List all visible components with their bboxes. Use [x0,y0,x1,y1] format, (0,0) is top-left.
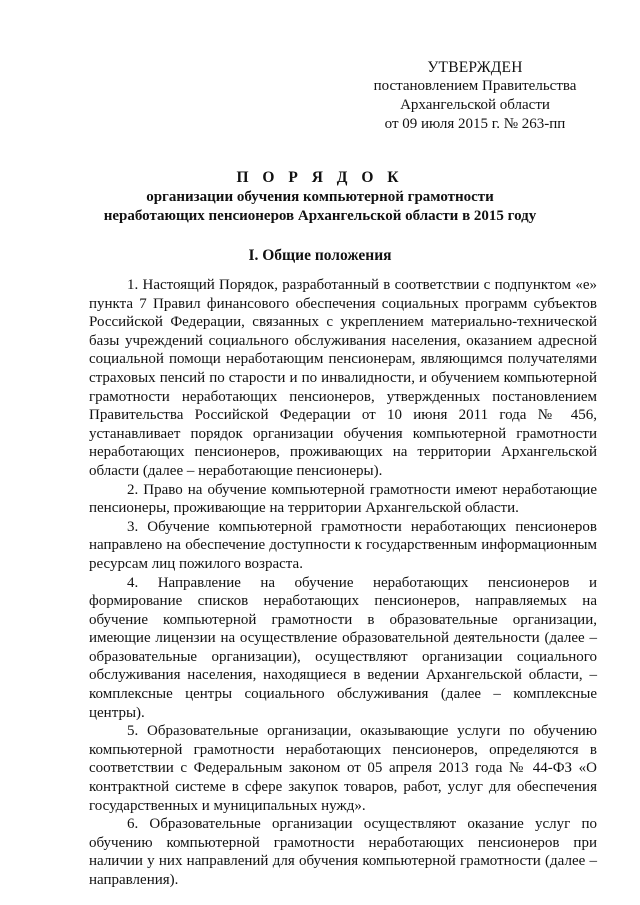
approval-stamp [360,58,590,134]
paragraph-5: 5. Образовательные организации, оказывающие услуги по обучению компьютерной грамотности неработающих пенсионеров, определяются в соответствии с Федеральным законом от 05 апреля 2013 года № 44-ФЗ «О контрактной системе в сфере закупок товаров, работ, услуг для обеспечения государственных и муниципальных нужд». [89,723,597,814]
document-title-block [60,168,580,225]
paragraph-3: 3. Обучение компьютерной грамотности неработающих пенсионеров направлено на обеспечение доступности к государственным информационным ресурсам лиц пожилого возраста. [89,518,597,572]
paragraph-2: 2. Право на обучение компьютерной грамотности имеют неработающие пенсионеры, проживающие на территории Архангельской области. [89,481,597,517]
paragraph-6: 6. Образовательные организации осуществляют оказание услуг по обучению компьютерной грамотности неработающих пенсионеров при наличии у них направлений для обучения компьютерной грамотности (далее – направления). [89,816,597,888]
document-title: П О Р Я Д О К [236,169,404,186]
approval-line-2: Архангельской области [400,97,550,113]
approval-line-3: от 09 июля 2015 г. № 263-пп [384,116,566,132]
section-heading: I. Общие положения [248,247,392,264]
document-subtitle-line-1: организации обучения компьютерной грамотности [146,189,494,205]
paragraph-4: 4. Направление на обучение неработающих пенсионеров и формирование списков неработающих пенсионеров, направляемых на обучение компьютерной грамотности в образовательные организации, имеющие лицензии на осуществление образовательной деятельности (далее – образовательные организации), осуществляют организации социального обслуживания населения, находящиеся в ведении Архангельской области, – комплексные центры социального обслуживания (далее – комплексные центры). [89,574,597,721]
approval-line-1: постановлением Правительства [373,78,577,94]
approval-title: УТВЕРЖДЕН [427,59,523,76]
document-subtitle-line-2: неработающих пенсионеров Архангельской области в 2015 году [103,207,537,224]
section-body [89,276,597,890]
paragraph-1: 1. Настоящий Порядок, разработанный в соответствии с подпунктом «е» пункта 7 Правил финансового обеспечения социальных программ субъектов Российской Федерации, связанных с укреплением материально-технической базы учреждений социального обслуживания населения, оказанием адресной социальной помощи неработающим пенсионерам, являющимся получателями страховых пенсий по старости и по инвалидности, и обучением компьютерной грамотности неработающих пенсионеров, утвержденных постановлением Правительства Российской Федерации от 10 июня 2011 года № 456, устанавливает порядок организации обучения компьютерной грамотности неработающих пенсионеров, проживающих на территории Архангельской области (далее – неработающие пенсионеры). [89,277,597,479]
